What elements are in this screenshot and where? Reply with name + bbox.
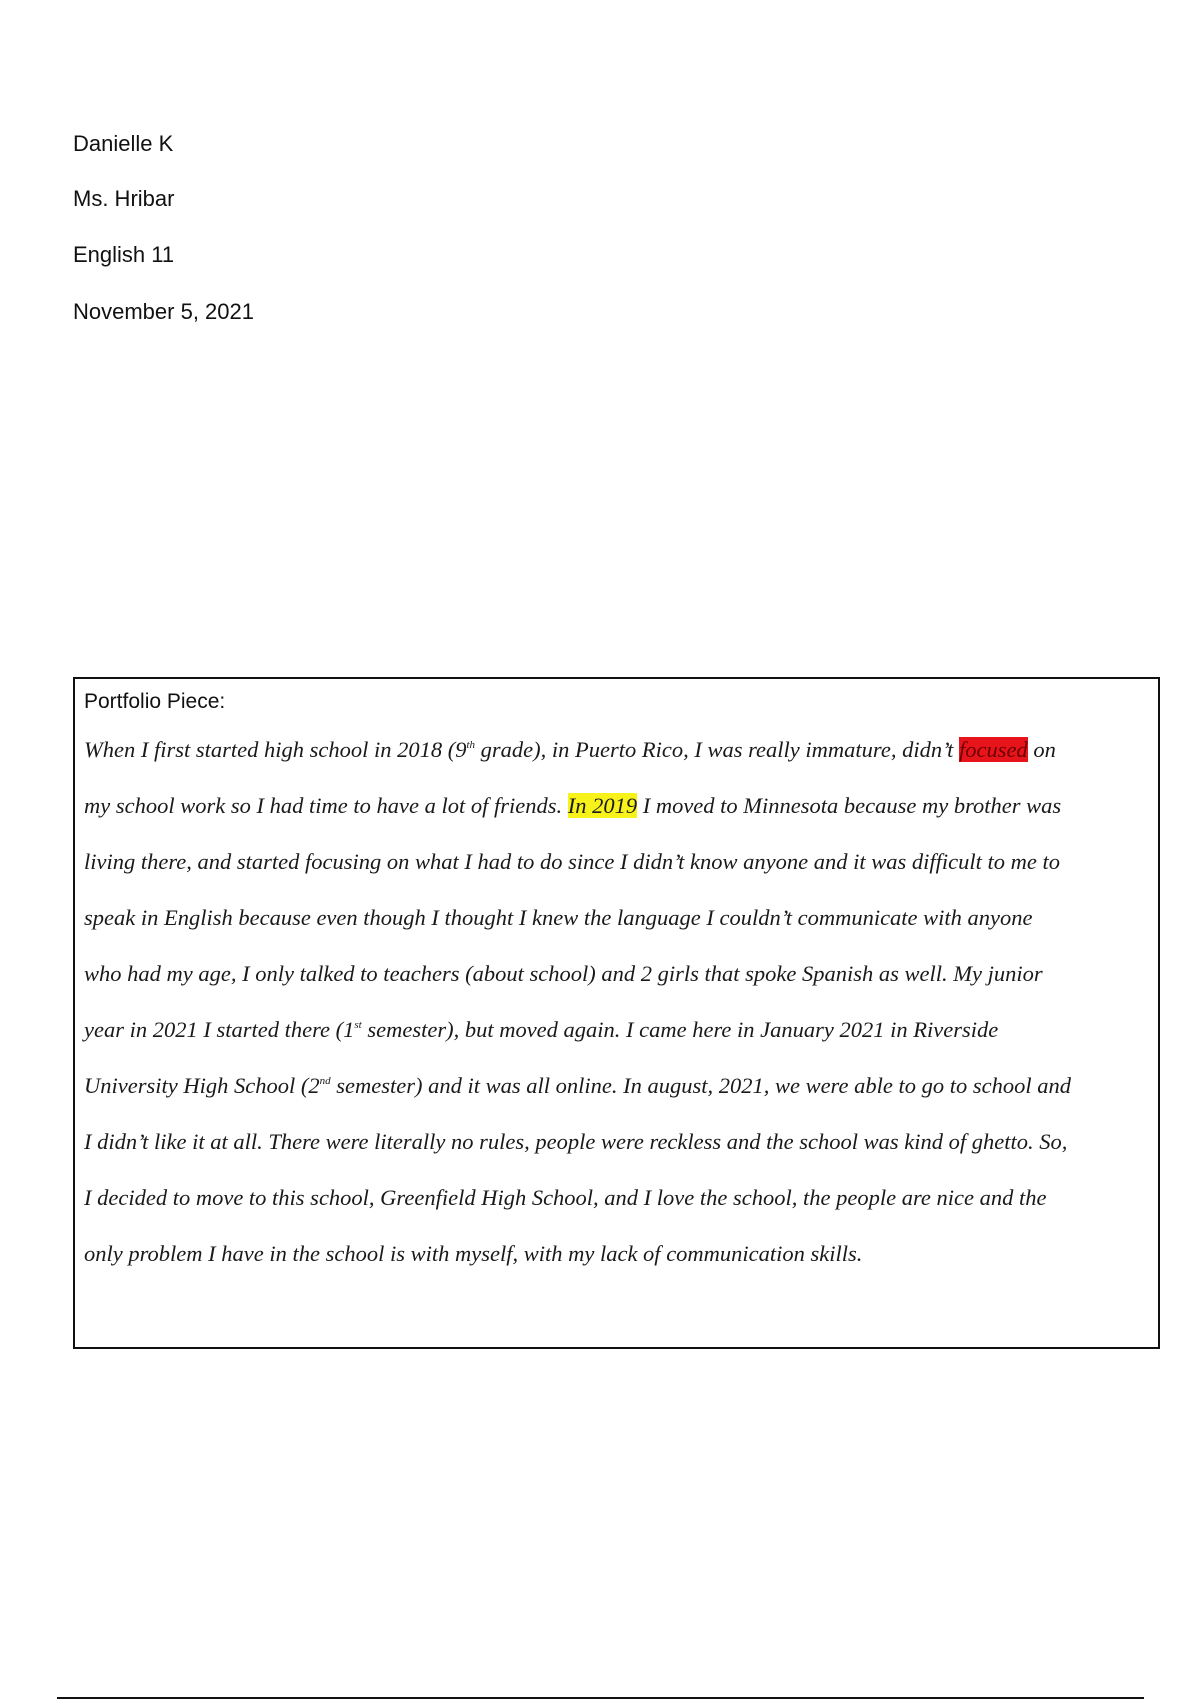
red-highlight: focused bbox=[958, 737, 1028, 762]
essay-text-span: who had my age, I only talked to teachers (about school) and 2 girls that spoke Spanish as well. My junior bbox=[84, 961, 1043, 986]
essay-line-6 bbox=[84, 1002, 1159, 1058]
essay-text-span: grade), in Puerto Rico, I was really immature, didn’t bbox=[475, 737, 959, 762]
essay-text-span: University High School (2 bbox=[84, 1073, 320, 1098]
essay-text-span: I moved to Minnesota because my brother was bbox=[637, 793, 1062, 818]
essay-text bbox=[84, 722, 1159, 1282]
student-name: Danielle K bbox=[73, 131, 174, 156]
ordinal-superscript: th bbox=[466, 739, 476, 751]
teacher-name: Ms. Hribar bbox=[73, 186, 175, 211]
essay-text-span: only problem I have in the school is with myself, with my lack of communication skills. bbox=[84, 1241, 863, 1266]
course-name: English 11 bbox=[73, 242, 175, 267]
essay-text-span: semester) and it was all online. In august, 2021, we were able to go to school and bbox=[330, 1073, 1071, 1098]
essay-line-7 bbox=[84, 1058, 1159, 1114]
essay-line-4 bbox=[84, 890, 1159, 946]
portfolio-box bbox=[73, 677, 1160, 1349]
essay-text-span: speak in English because even though I thought I knew the language I couldn’t communicate with anyone bbox=[84, 905, 1033, 930]
essay-line-10 bbox=[84, 1226, 1159, 1282]
essay-line-9 bbox=[84, 1170, 1159, 1226]
ordinal-superscript: nd bbox=[319, 1075, 331, 1087]
essay-text-span: year in 2021 I started there (1 bbox=[84, 1017, 355, 1042]
essay-line-5 bbox=[84, 946, 1159, 1002]
essay-text-span: I didn’t like it at all. There were literally no rules, people were reckless and the school was kind of ghetto. So, bbox=[84, 1129, 1068, 1154]
essay-text-span: living there, and started focusing on what I had to do since I didn’t know anyone and it was difficult to me to bbox=[84, 849, 1060, 874]
date: November 5, 2021 bbox=[73, 299, 254, 324]
yellow-highlight: In 2019 bbox=[567, 793, 638, 818]
essay-line-8 bbox=[84, 1114, 1159, 1170]
ordinal-superscript: st bbox=[354, 1019, 362, 1031]
essay-text-span: I decided to move to this school, Greenfield High School, and I love the school, the people are nice and the bbox=[84, 1185, 1047, 1210]
page-divider bbox=[57, 1697, 1144, 1699]
essay-line-1 bbox=[84, 722, 1159, 778]
essay-text-span: my school work so I had time to have a lot of friends. bbox=[84, 793, 568, 818]
essay-text-span: When I first started high school in 2018 (9 bbox=[84, 737, 467, 762]
essay-line-3 bbox=[84, 834, 1159, 890]
portfolio-label: Portfolio Piece: bbox=[84, 690, 226, 713]
essay-line-2 bbox=[84, 778, 1159, 834]
essay-text-span: on bbox=[1027, 737, 1056, 762]
essay-text-span: semester), but moved again. I came here in January 2021 in Riverside bbox=[361, 1017, 999, 1042]
